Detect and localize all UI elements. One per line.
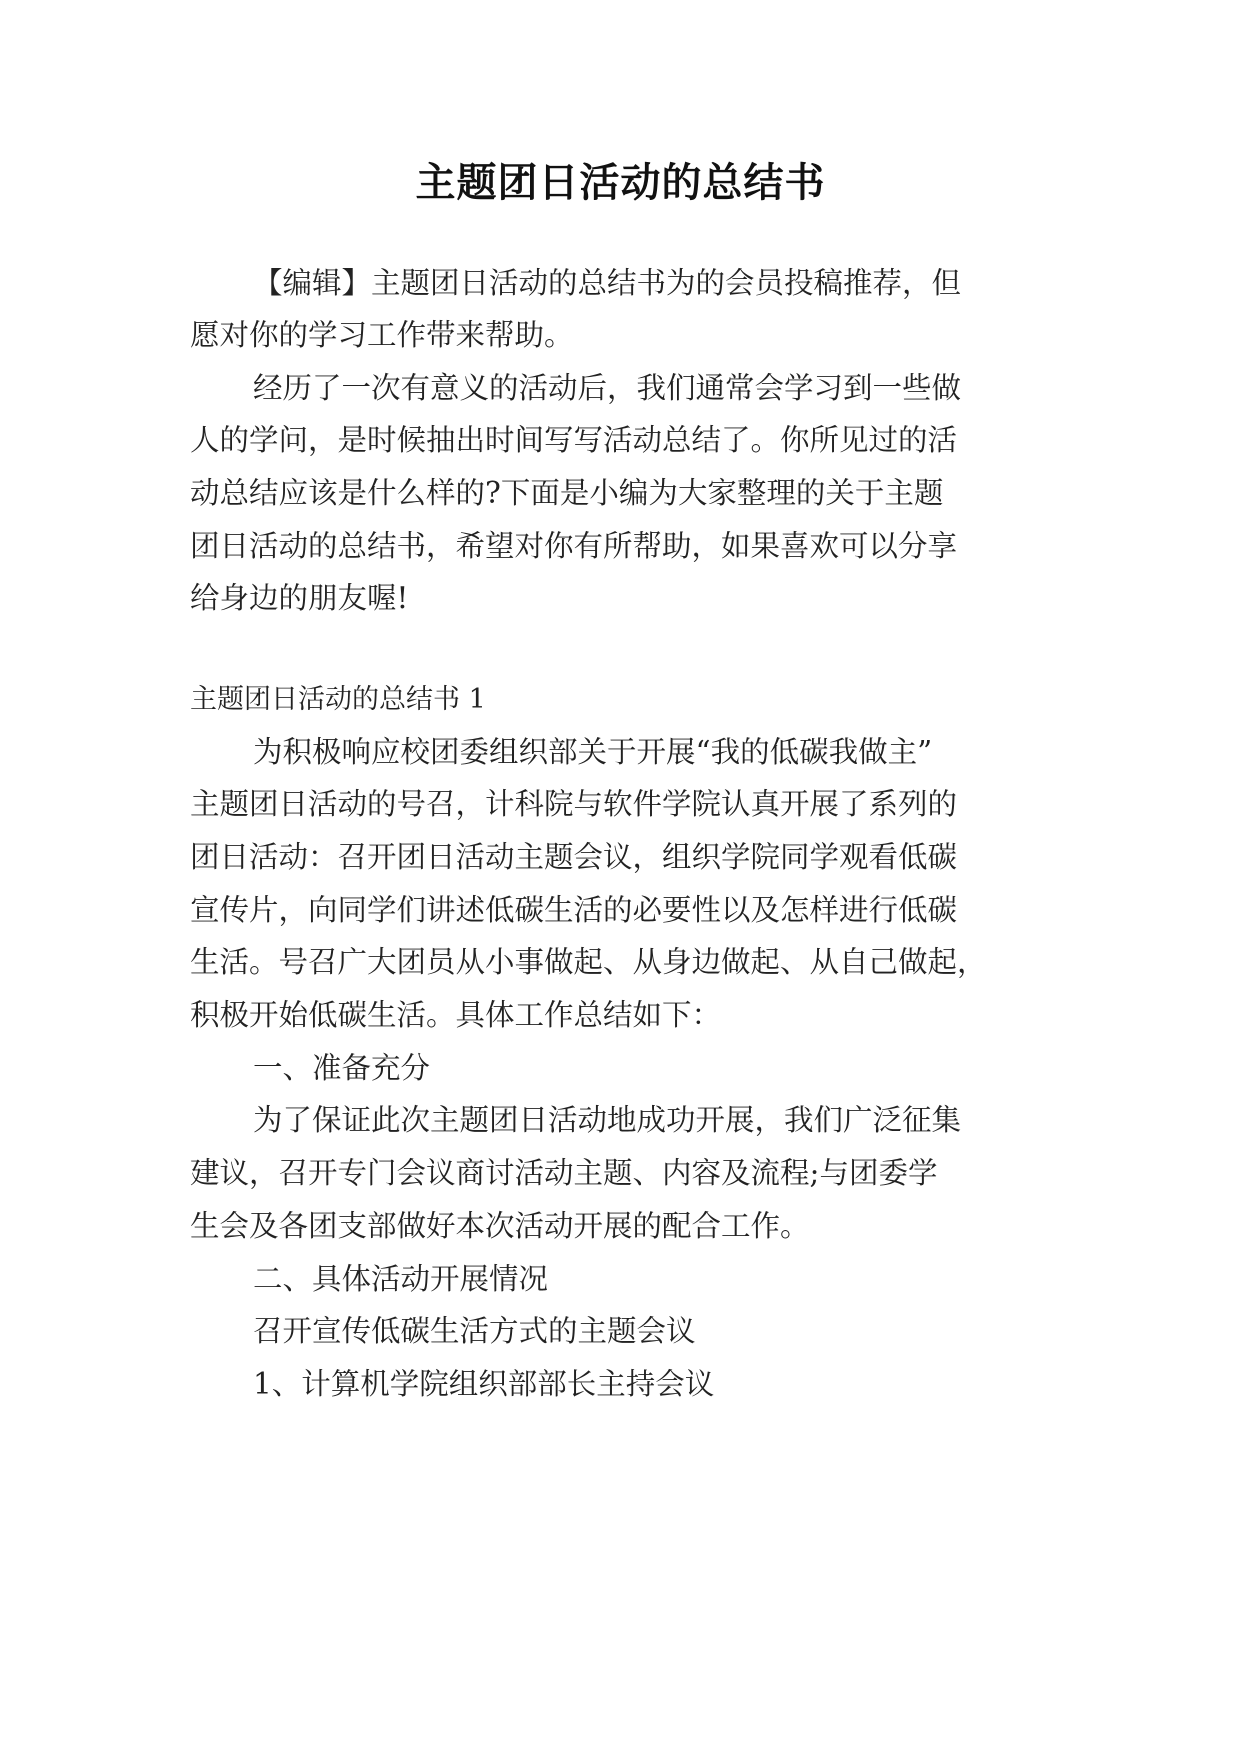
preface-line-3: 动总结应该是什么样的?下面是小编为大家整理的关于主题 [190,476,944,510]
body-para1-line-5: 生活。号召广大团员从小事做起、从身边做起、从自己做起， [190,945,987,979]
section-heading: 主题团日活动的总结书 1 [190,684,486,715]
body-para2-line-1: 为了保证此次主题团日活动地成功开展，我们广泛征集 [253,1103,962,1137]
document-title: 主题团日活动的总结书 [415,160,826,206]
body-para2-line-2: 建议，召开专门会议商讨活动主题、内容及流程;与团委学 [190,1156,938,1190]
body-para1-line-1: 为积极响应校团委组织部关于开展“我的低碳我做主” [253,735,933,769]
intro-line-1: 【编辑】主题团日活动的总结书为的会员投稿推荐，但 [253,266,962,300]
body-para2-line-3: 生会及各团支部做好本次活动开展的配合工作。 [190,1209,810,1243]
body-item-1: 1、计算机学院组织部部长主持会议 [253,1367,715,1401]
preface-line-1: 经历了一次有意义的活动后，我们通常会学习到一些做 [253,371,962,405]
body-subheading: 召开宣传低碳生活方式的主题会议 [253,1314,696,1348]
body-heading-2: 二、具体活动开展情况 [253,1262,549,1296]
preface-line-5: 给身边的朋友喔! [190,581,409,615]
preface-line-4: 团日活动的总结书，希望对你有所帮助，如果喜欢可以分享 [190,529,958,563]
body-para1-line-4: 宣传片，向同学们讲述低碳生活的必要性以及怎样进行低碳 [190,893,958,927]
intro-line-2: 愿对你的学习工作带来帮助。 [190,318,574,352]
body-para1-line-2: 主题团日活动的号召，计科院与软件学院认真开展了系列的 [190,787,958,821]
body-para1-line-6: 积极开始低碳生活。具体工作总结如下： [190,998,722,1032]
preface-line-2: 人的学问，是时候抽出时间写写活动总结了。你所见过的活 [190,423,958,457]
body-para1-line-3: 团日活动：召开团日活动主题会议，组织学院同学观看低碳 [190,840,958,874]
body-heading-1: 一、准备充分 [253,1051,431,1085]
